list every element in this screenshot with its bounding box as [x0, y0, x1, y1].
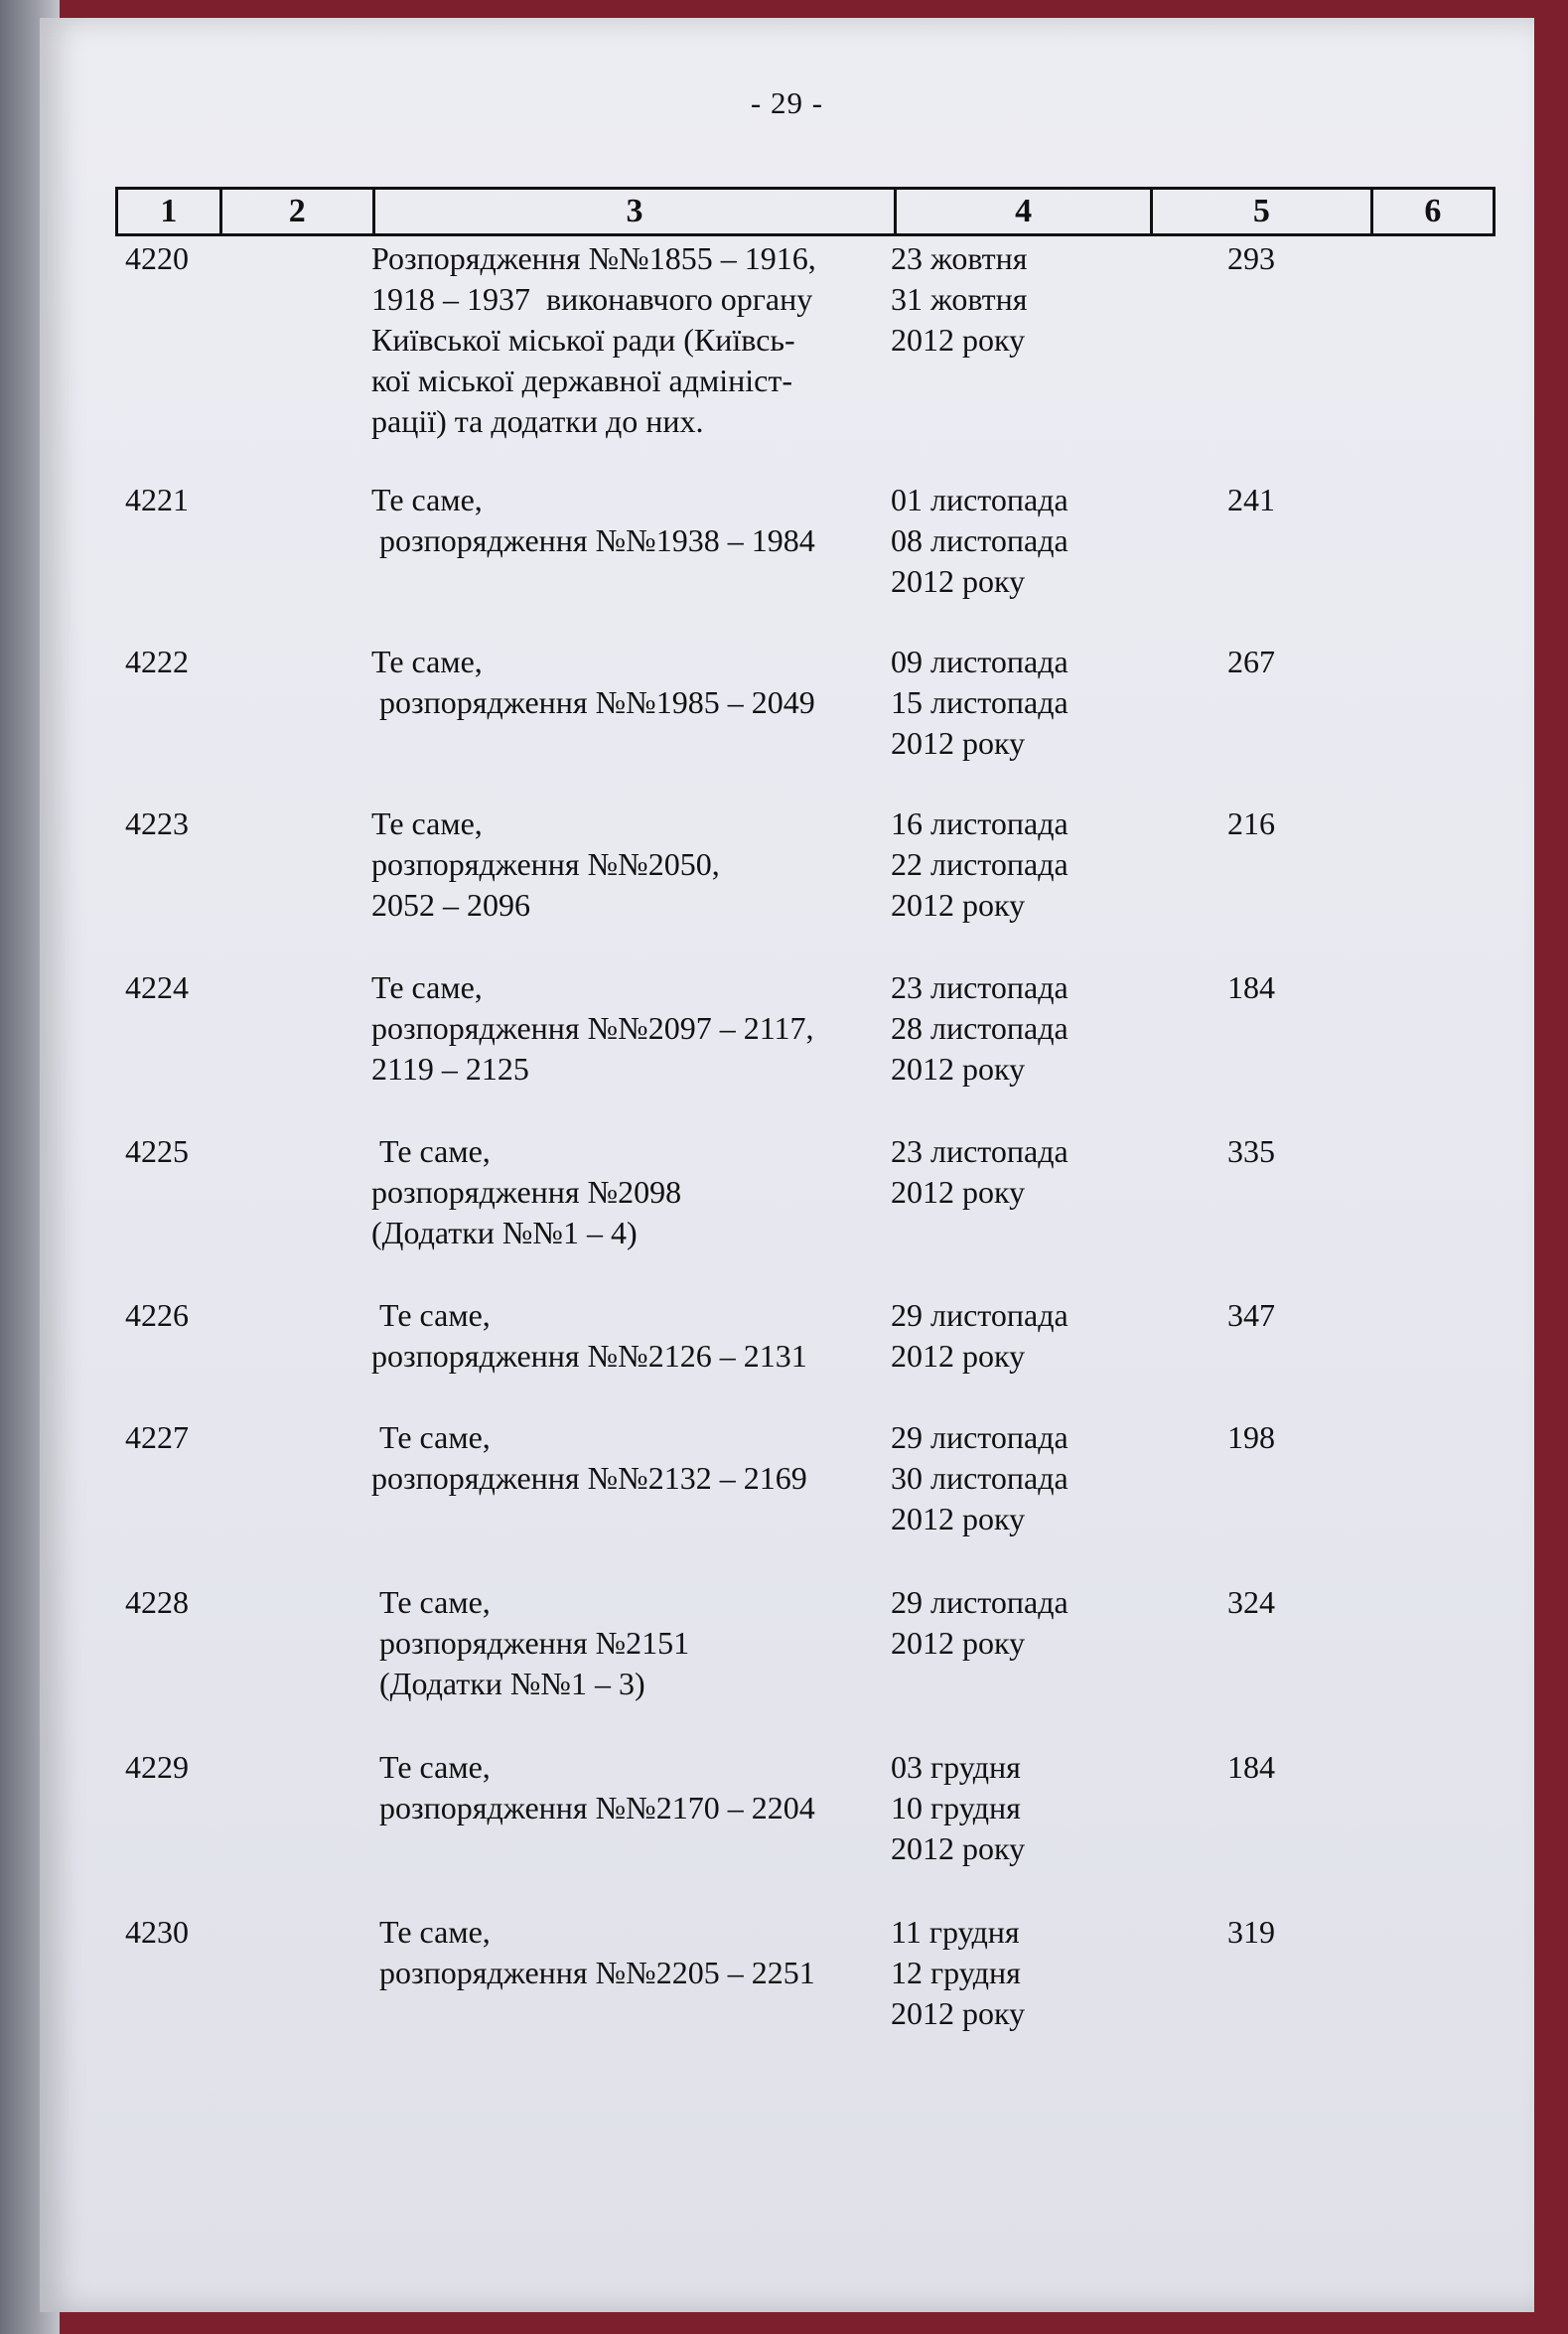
row-title: [371, 1912, 927, 1993]
date-line: 28 листопада: [891, 1010, 1069, 1046]
date-line: 29 листопада: [891, 1297, 1069, 1333]
row-dates: [891, 238, 1149, 361]
date-line: 10 грудня: [891, 1790, 1021, 1825]
date-line: 30 листопада: [891, 1460, 1069, 1496]
row-dates: [891, 1747, 1149, 1869]
date-line: 2012 року: [891, 1830, 1026, 1866]
date-line: 29 листопада: [891, 1584, 1069, 1620]
date-line: 2012 року: [891, 1174, 1026, 1210]
row-dates: [891, 1295, 1149, 1377]
column-header-2: 2: [220, 189, 373, 235]
date-line: 16 листопада: [891, 805, 1069, 841]
date-line: 23 листопада: [891, 969, 1069, 1005]
title-line: рації) та додатки до них.: [371, 403, 704, 439]
row-number: 4222: [125, 644, 189, 679]
title-line: Те саме,: [371, 1914, 491, 1950]
title-line: розпорядження №№1938 – 1984: [371, 522, 815, 558]
row-sheet-count: 347: [1227, 1297, 1275, 1333]
row-dates: [891, 803, 1149, 926]
date-line: 15 листопада: [891, 684, 1069, 720]
column-header-6: 6: [1371, 189, 1494, 235]
title-line: Те саме,: [371, 1749, 491, 1785]
title-line: розпорядження №№2097 – 2117,: [371, 1010, 814, 1046]
row-title: [371, 1747, 927, 1828]
row-title: [371, 1582, 927, 1704]
title-line: (Додатки №№1 – 3): [371, 1666, 645, 1701]
title-line: 2052 – 2096: [371, 887, 530, 923]
date-line: 01 листопада: [891, 482, 1069, 517]
row-title: [371, 480, 927, 561]
date-line: 31 жовтня: [891, 281, 1028, 317]
title-line: розпорядження №2151: [371, 1625, 690, 1661]
title-line: Те саме,: [371, 1419, 491, 1455]
date-line: 2012 року: [891, 1995, 1026, 2031]
date-line: 2012 року: [891, 725, 1026, 761]
row-sheet-count: 319: [1227, 1914, 1275, 1950]
row-number: 4229: [125, 1749, 189, 1785]
row-title: [371, 967, 927, 1090]
column-header-1: 1: [117, 189, 221, 235]
row-dates: [891, 967, 1149, 1090]
row-dates: [891, 1912, 1149, 2034]
date-line: 2012 року: [891, 887, 1026, 923]
row-dates: [891, 480, 1149, 602]
row-sheet-count: 324: [1227, 1584, 1275, 1620]
row-sheet-count: 184: [1227, 969, 1275, 1005]
row-title: [371, 238, 927, 442]
date-line: 03 грудня: [891, 1749, 1021, 1785]
title-line: Те саме,: [371, 969, 483, 1005]
title-line: 1918 – 1937 виконавчого органу: [371, 281, 813, 317]
title-line: розпорядження №№2205 – 2251: [371, 1955, 815, 1990]
row-dates: [891, 1417, 1149, 1539]
row-number: 4227: [125, 1419, 189, 1455]
title-line: Те саме,: [371, 644, 483, 679]
row-sheet-count: 198: [1227, 1419, 1275, 1455]
date-line: 12 грудня: [891, 1955, 1021, 1990]
title-line: Те саме,: [371, 805, 483, 841]
title-line: Розпорядження №№1855 – 1916,: [371, 240, 816, 276]
title-line: розпорядження №№2132 – 2169: [371, 1460, 807, 1496]
row-sheet-count: 184: [1227, 1749, 1275, 1785]
row-title: [371, 1131, 927, 1253]
row-title: [371, 1417, 927, 1499]
title-line: розпорядження №№1985 – 2049: [371, 684, 815, 720]
row-title: [371, 642, 927, 723]
row-sheet-count: 335: [1227, 1133, 1275, 1169]
row-number: 4220: [125, 240, 189, 276]
row-sheet-count: 241: [1227, 482, 1275, 517]
row-dates: [891, 642, 1149, 764]
row-number: 4226: [125, 1297, 189, 1333]
row-sheet-count: 293: [1227, 240, 1275, 276]
row-title: [371, 803, 927, 926]
date-line: 11 грудня: [891, 1914, 1020, 1950]
row-sheet-count: 216: [1227, 805, 1275, 841]
date-line: 2012 року: [891, 322, 1026, 358]
date-line: 2012 року: [891, 563, 1026, 599]
page-number: - 29 -: [750, 85, 824, 120]
row-number: 4221: [125, 482, 189, 517]
title-line: (Додатки №№1 – 4): [371, 1215, 638, 1250]
title-line: Те саме,: [371, 1297, 491, 1333]
row-number: 4230: [125, 1914, 189, 1950]
date-line: 09 листопада: [891, 644, 1069, 679]
column-header-5: 5: [1152, 189, 1372, 235]
date-line: 23 жовтня: [891, 240, 1028, 276]
title-line: розпорядження №2098: [371, 1174, 682, 1210]
title-line: 2119 – 2125: [371, 1051, 529, 1087]
row-dates: [891, 1131, 1149, 1213]
title-line: розпорядження №№2170 – 2204: [371, 1790, 815, 1825]
row-number: 4225: [125, 1133, 189, 1169]
document-page: [40, 18, 1534, 2312]
title-line: Те саме,: [371, 1584, 491, 1620]
row-dates: [891, 1582, 1149, 1664]
row-number: 4223: [125, 805, 189, 841]
row-sheet-count: 267: [1227, 644, 1275, 679]
row-number: 4228: [125, 1584, 189, 1620]
date-line: 29 листопада: [891, 1419, 1069, 1455]
title-line: Те саме,: [371, 1133, 491, 1169]
title-line: кої міської державної адмініст-: [371, 363, 792, 398]
column-header-4: 4: [896, 189, 1152, 235]
date-line: 2012 року: [891, 1051, 1026, 1087]
date-line: 08 листопада: [891, 522, 1069, 558]
title-line: Те саме,: [371, 482, 483, 517]
date-line: 22 листопада: [891, 846, 1069, 882]
column-header-3: 3: [373, 189, 896, 235]
date-line: 2012 року: [891, 1501, 1026, 1536]
column-header-table: [115, 187, 1496, 236]
row-number: 4224: [125, 969, 189, 1005]
row-title: [371, 1295, 927, 1377]
title-line: розпорядження №№2050,: [371, 846, 720, 882]
title-line: розпорядження №№2126 – 2131: [371, 1338, 807, 1374]
date-line: 23 листопада: [891, 1133, 1069, 1169]
date-line: 2012 року: [891, 1338, 1026, 1374]
title-line: Київської міської ради (Київсь-: [371, 322, 795, 358]
date-line: 2012 року: [891, 1625, 1026, 1661]
